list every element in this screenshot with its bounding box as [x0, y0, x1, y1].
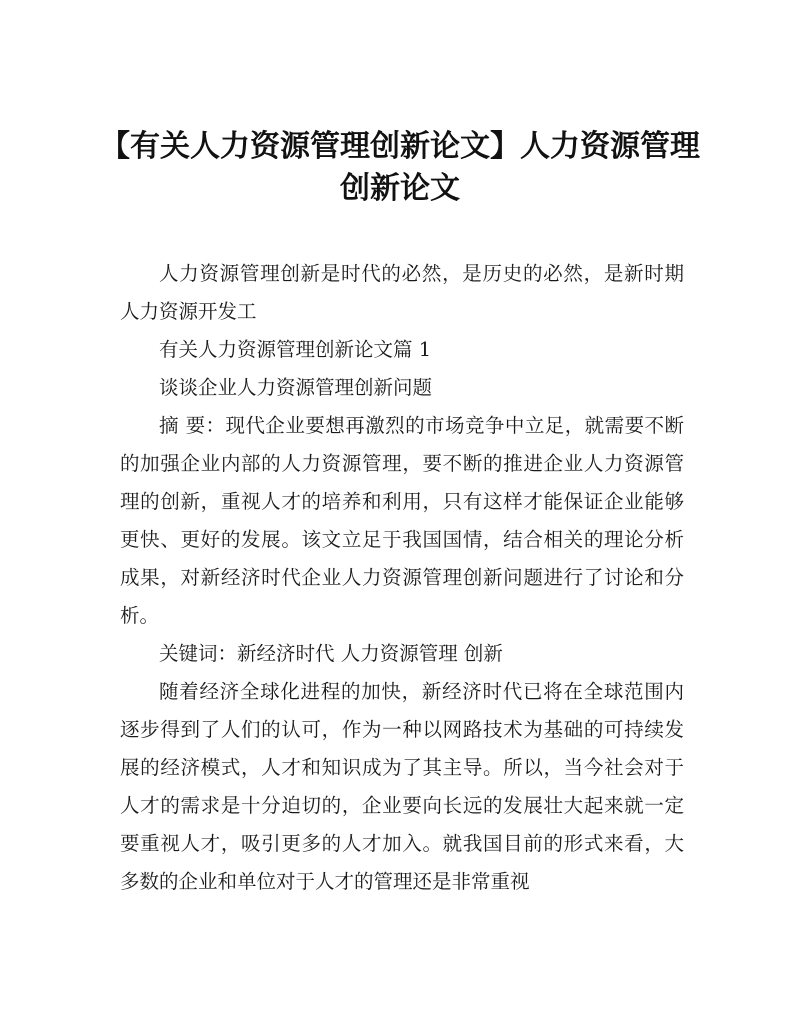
abstract-paragraph: 摘 要：现代企业要想再激烈的市场竞争中立足，就需要不断的加强企业内部的人力资源管理，要不断的推进企业人力资源管理的创新，重视人才的培养和利用，只有这样才能保证企业能够更快、更好的发展。该文立足于我国国情，结合相关的理论分析成果，对新经济时代企业人力资源管理创新问题进行了讨论和分析。	[120, 414, 684, 627]
article-heading: 有关人力资源管理创新论文篇 1	[159, 338, 432, 361]
document-title: 【有关人力资源管理创新论文】人力资源管理创新论文	[100, 129, 700, 206]
body-paragraph: 随着经济全球化进程的加快，新经济时代已将在全球范围内逐步得到了人们的认可，作为一种以网路技术为基础的可持续发展的经济模式，人才和知识成为了其主导。所以，当今社会对于人才的需求是十分迫切的，企业要向长远的发展壮大起来就一定要重视人才，吸引更多的人才加入。就我国目前的形式来看，大多数的企业和单位对于人才的管理还是非常重视	[120, 680, 684, 893]
document-body	[120, 255, 684, 901]
keywords-paragraph: 关键词：新经济时代 人力资源管理 创新	[159, 642, 503, 665]
article-subtitle: 谈谈企业人力资源管理创新问题	[159, 376, 433, 399]
intro-paragraph: 人力资源管理创新是时代的必然，是历史的必然，是新时期人力资源开发工	[120, 262, 684, 323]
